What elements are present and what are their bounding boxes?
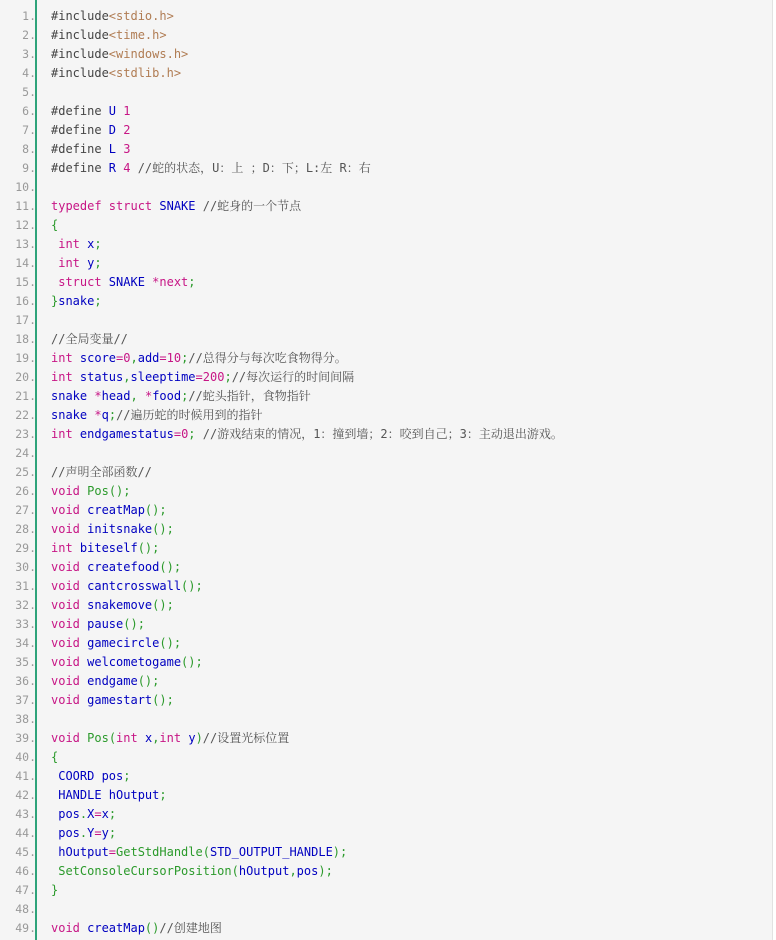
line-number: 44. [15, 826, 36, 840]
code-text [51, 216, 58, 235]
code-line [0, 691, 773, 710]
line-number: 33. [15, 617, 36, 631]
line-number: 6. [22, 104, 36, 118]
line-number: 30. [15, 560, 36, 574]
code-token: hOutput [238, 864, 290, 878]
code-text [51, 159, 371, 178]
code-text [51, 292, 102, 311]
code-token: snake [51, 389, 95, 403]
code-token: = [116, 351, 124, 365]
code-token: ( [108, 731, 117, 745]
code-token: //全局变量// [51, 332, 128, 346]
code-token: pos [51, 807, 80, 821]
line-number: 45. [15, 845, 36, 859]
code-text [51, 767, 130, 786]
code-token: SNAKE [108, 275, 153, 289]
code-token: #define [51, 161, 109, 175]
code-line [0, 349, 773, 368]
code-token: //创建地图 [159, 921, 222, 935]
code-token: creatMap [87, 503, 145, 517]
code-token: void [51, 484, 88, 498]
code-token: ( [202, 845, 210, 859]
code-token: , [130, 389, 145, 403]
line-number: 11. [15, 199, 36, 213]
line-number: 47. [15, 883, 36, 897]
code-token: welcometogame [87, 655, 182, 669]
code-token: D [108, 123, 124, 137]
code-token: (); [159, 636, 182, 650]
code-token: ; [123, 769, 131, 783]
code-token: (); [181, 579, 203, 593]
code-token: snakemove [87, 598, 153, 612]
code-token: void [51, 731, 88, 745]
code-text [51, 577, 203, 596]
code-token: #include [51, 66, 109, 80]
code-line [0, 539, 773, 558]
code-text [51, 558, 181, 577]
code-line [0, 368, 773, 387]
code-token: int [51, 370, 80, 384]
line-number: 35. [15, 655, 36, 669]
code-token: void [51, 579, 88, 593]
code-token: ; [188, 427, 203, 441]
code-token: <windows.h> [108, 47, 189, 61]
code-line [0, 520, 773, 539]
code-line [0, 843, 773, 862]
code-token: //蛇身的一个节点 [202, 199, 302, 213]
line-number: 24. [15, 446, 36, 460]
line-number: 26. [15, 484, 36, 498]
code-line [0, 767, 773, 786]
line-number: 38. [15, 712, 36, 726]
line-number: 34. [15, 636, 36, 650]
code-token: food [152, 389, 182, 403]
code-token: ; [181, 351, 189, 365]
code-line [0, 577, 773, 596]
code-token: //蛇的状态，U：上 ；D：下；L:左 R：右 [137, 161, 371, 175]
code-text [51, 140, 130, 159]
code-text [51, 330, 128, 349]
code-text [51, 254, 102, 273]
code-token: int [51, 351, 80, 365]
code-token: pause [87, 617, 124, 631]
code-token: = [173, 427, 182, 441]
code-token: ; [224, 370, 232, 384]
code-text [51, 387, 311, 406]
code-text [51, 729, 289, 748]
code-token: SetConsoleCursorPosition [51, 864, 232, 878]
code-token: (); [152, 598, 174, 612]
line-number: 14. [15, 256, 36, 270]
code-text [51, 539, 159, 558]
code-token: (); [123, 617, 145, 631]
code-token: 4 [123, 161, 138, 175]
code-token: snake [58, 294, 95, 308]
code-token: struct [51, 275, 109, 289]
code-token: GetStdHandle [116, 845, 203, 859]
code-token: void [51, 655, 88, 669]
code-token: void [51, 522, 88, 536]
code-token: ); [318, 864, 333, 878]
code-line [0, 292, 773, 311]
code-token: 0 [181, 427, 189, 441]
code-text [51, 501, 167, 520]
code-line [0, 501, 773, 520]
code-token: = [94, 826, 102, 840]
code-line [0, 881, 773, 900]
code-line [0, 482, 773, 501]
line-number: 4. [22, 66, 36, 80]
line-number: 16. [15, 294, 36, 308]
line-number: 22. [15, 408, 36, 422]
code-token: //遍历蛇的时候用到的指针 [116, 408, 263, 422]
code-token: (); [137, 674, 160, 688]
code-line [0, 615, 773, 634]
code-text [51, 786, 167, 805]
code-token: . [79, 807, 88, 821]
code-text [51, 197, 301, 216]
code-token: (); [152, 693, 174, 707]
code-token: } [51, 883, 59, 897]
line-number: 20. [15, 370, 36, 384]
code-token: void [51, 921, 88, 935]
line-number: 42. [15, 788, 36, 802]
line-number: 21. [15, 389, 36, 403]
code-token: #include [51, 47, 109, 61]
code-token: void [51, 674, 88, 688]
code-line [0, 235, 773, 254]
code-token: //总得分与每次吃食物得分。 [188, 351, 347, 365]
code-line [0, 83, 773, 102]
code-token: ; [181, 389, 189, 403]
code-text [51, 368, 354, 387]
code-token: pos [296, 864, 319, 878]
code-token: = [195, 370, 203, 384]
line-number: 19. [15, 351, 36, 365]
line-number: 13. [15, 237, 36, 251]
code-text [51, 406, 263, 425]
code-line [0, 729, 773, 748]
code-token: (); [159, 560, 182, 574]
line-number: 15. [15, 275, 36, 289]
code-line [0, 254, 773, 273]
code-line [0, 558, 773, 577]
code-token: , [123, 370, 131, 384]
code-token: *next [152, 275, 189, 289]
code-token: (); [108, 484, 131, 498]
code-line [0, 463, 773, 482]
code-line [0, 387, 773, 406]
code-text [51, 45, 188, 64]
code-token: ; [94, 294, 102, 308]
code-text [51, 824, 116, 843]
code-token: HANDLE hOutput [51, 788, 160, 802]
code-token: COORD pos [51, 769, 124, 783]
code-text [51, 881, 58, 900]
code-token: 10 [166, 351, 182, 365]
code-token: gamecircle [87, 636, 160, 650]
code-line [0, 102, 773, 121]
line-number: 10. [15, 180, 36, 194]
line-number: 23. [15, 427, 36, 441]
code-token: int [51, 237, 88, 251]
code-token: biteself [79, 541, 138, 555]
code-lines [0, 7, 773, 938]
code-text [51, 463, 152, 482]
line-number: 39. [15, 731, 36, 745]
line-number: 2. [22, 28, 36, 42]
code-text [51, 691, 174, 710]
code-token: #include [51, 9, 109, 23]
code-token: #include [51, 28, 109, 42]
code-token: y [188, 731, 196, 745]
code-token: int [51, 427, 80, 441]
code-token: int [51, 541, 80, 555]
line-number: 17. [15, 313, 36, 327]
code-text [51, 653, 203, 672]
code-text [51, 349, 347, 368]
code-line [0, 197, 773, 216]
code-token: 200 [202, 370, 225, 384]
code-line [0, 121, 773, 140]
code-token: typedef struct [51, 199, 160, 213]
code-token: void [51, 598, 88, 612]
code-token: y [101, 826, 109, 840]
code-token: (); [144, 503, 167, 517]
code-token: R [108, 161, 124, 175]
code-text [51, 862, 333, 881]
code-line [0, 159, 773, 178]
line-number: 28. [15, 522, 36, 536]
line-number: 36. [15, 674, 36, 688]
code-line [0, 634, 773, 653]
code-token: endgame [87, 674, 138, 688]
code-token: void [51, 503, 88, 517]
code-token: X [87, 807, 95, 821]
code-token: cantcrosswall [87, 579, 182, 593]
code-line [0, 748, 773, 767]
code-line [0, 862, 773, 881]
code-token: = [94, 807, 102, 821]
code-token: Pos [87, 484, 109, 498]
code-token: void [51, 636, 88, 650]
code-token: 2 [123, 123, 131, 137]
line-number: 27. [15, 503, 36, 517]
code-token: = [159, 351, 167, 365]
code-line [0, 805, 773, 824]
code-line [0, 596, 773, 615]
line-number: 18. [15, 332, 36, 346]
line-number: 40. [15, 750, 36, 764]
code-line [0, 919, 773, 938]
code-token: head [101, 389, 131, 403]
code-token: } [51, 294, 59, 308]
code-token: y [87, 256, 95, 270]
code-token: ; [94, 256, 102, 270]
code-token: , [289, 864, 297, 878]
code-line [0, 672, 773, 691]
code-text [51, 520, 174, 539]
line-number: 8. [22, 142, 36, 156]
code-token: 3 [123, 142, 131, 156]
code-token: U [108, 104, 124, 118]
line-number: 41. [15, 769, 36, 783]
code-token: ; [108, 807, 117, 821]
code-token: gamestart [87, 693, 153, 707]
code-line [0, 330, 773, 349]
code-token: initsnake [87, 522, 153, 536]
code-token: , [130, 351, 138, 365]
code-token: pos [51, 826, 80, 840]
code-token: (); [152, 522, 174, 536]
code-token: ); [332, 845, 348, 859]
code-token: L [108, 142, 124, 156]
code-token: <stdlib.h> [108, 66, 182, 80]
code-line [0, 653, 773, 672]
code-token: ; [188, 275, 196, 289]
code-token: createfood [87, 560, 160, 574]
code-text [51, 235, 102, 254]
code-text [51, 482, 131, 501]
code-token: ; [94, 237, 102, 251]
code-token: { [51, 750, 59, 764]
code-token: <time.h> [108, 28, 167, 42]
line-number: 29. [15, 541, 36, 555]
code-text [51, 26, 167, 45]
code-line [0, 45, 773, 64]
code-token: int [159, 731, 189, 745]
line-number: 43. [15, 807, 36, 821]
line-number: 49. [15, 921, 36, 935]
code-token: = [108, 845, 117, 859]
code-text [51, 121, 130, 140]
code-token: * [94, 408, 102, 422]
line-number: 1. [22, 9, 36, 23]
code-line [0, 710, 773, 729]
code-token: endgamestatus [79, 427, 174, 441]
line-number: 37. [15, 693, 36, 707]
code-token: #define [51, 104, 109, 118]
code-token: int [51, 256, 88, 270]
code-token: status [79, 370, 124, 384]
code-token: sleeptime [130, 370, 196, 384]
line-number: 25. [15, 465, 36, 479]
code-line [0, 444, 773, 463]
code-token: void [51, 617, 88, 631]
line-number: 48. [15, 902, 36, 916]
code-token: (); [181, 655, 203, 669]
code-line [0, 26, 773, 45]
code-token: STD_OUTPUT_HANDLE [209, 845, 333, 859]
code-token: int [116, 731, 145, 745]
line-number: 5. [22, 85, 36, 99]
code-text [51, 64, 181, 83]
code-token: ; [108, 826, 117, 840]
code-token: #define [51, 123, 109, 137]
code-token: ; [108, 408, 117, 422]
code-token: ; [159, 788, 167, 802]
code-token: //每次运行的时间间隔 [231, 370, 355, 384]
code-token: //声明全部函数// [51, 465, 152, 479]
code-token: (); [137, 541, 160, 555]
code-token: <stdio.h> [108, 9, 174, 23]
code-line [0, 425, 773, 444]
code-line [0, 216, 773, 235]
code-text [51, 748, 58, 767]
code-token: creatMap [87, 921, 145, 935]
code-text [51, 919, 222, 938]
code-token: //设置光标位置 [202, 731, 290, 745]
code-token: 0 [123, 351, 131, 365]
code-token: SNAKE [159, 199, 203, 213]
code-token: 1 [123, 104, 131, 118]
code-token: ( [231, 864, 239, 878]
code-text [51, 273, 196, 292]
code-token: Pos [87, 731, 109, 745]
code-text [51, 7, 174, 26]
code-text [51, 425, 563, 444]
code-line [0, 140, 773, 159]
code-line [0, 406, 773, 425]
code-token: . [79, 826, 88, 840]
code-token: hOutput [51, 845, 109, 859]
code-token: * [94, 389, 102, 403]
code-token: x [144, 731, 153, 745]
code-token: #define [51, 142, 109, 156]
code-token: * [144, 389, 153, 403]
code-token: x [87, 237, 95, 251]
code-token: () [144, 921, 160, 935]
code-text [51, 843, 347, 862]
code-token: q [101, 408, 109, 422]
line-number: 31. [15, 579, 36, 593]
code-token: snake [51, 408, 95, 422]
code-line [0, 824, 773, 843]
code-token: Y [87, 826, 95, 840]
code-token: , [152, 731, 160, 745]
code-line [0, 7, 773, 26]
line-number: 12. [15, 218, 36, 232]
line-number: 32. [15, 598, 36, 612]
code-token: { [51, 218, 59, 232]
code-token: x [101, 807, 109, 821]
code-token: add [137, 351, 160, 365]
code-token: //游戏结束的情况，1：撞到墙；2：咬到自己；3：主动退出游戏。 [202, 427, 563, 441]
code-line [0, 786, 773, 805]
code-line [0, 311, 773, 330]
code-token: ) [195, 731, 203, 745]
code-token: //蛇头指针，食物指针 [188, 389, 311, 403]
line-number: 3. [22, 47, 36, 61]
code-line [0, 64, 773, 83]
line-number: 46. [15, 864, 36, 878]
code-text [51, 672, 159, 691]
code-text [51, 102, 130, 121]
code-text [51, 634, 181, 653]
code-text [51, 615, 145, 634]
line-number: 7. [22, 123, 36, 137]
code-text [51, 805, 116, 824]
code-line [0, 178, 773, 197]
code-line [0, 900, 773, 919]
code-line [0, 273, 773, 292]
code-token: void [51, 560, 88, 574]
code-token: void [51, 693, 88, 707]
code-text [51, 596, 174, 615]
code-token: score [79, 351, 117, 365]
line-number: 9. [22, 161, 36, 175]
